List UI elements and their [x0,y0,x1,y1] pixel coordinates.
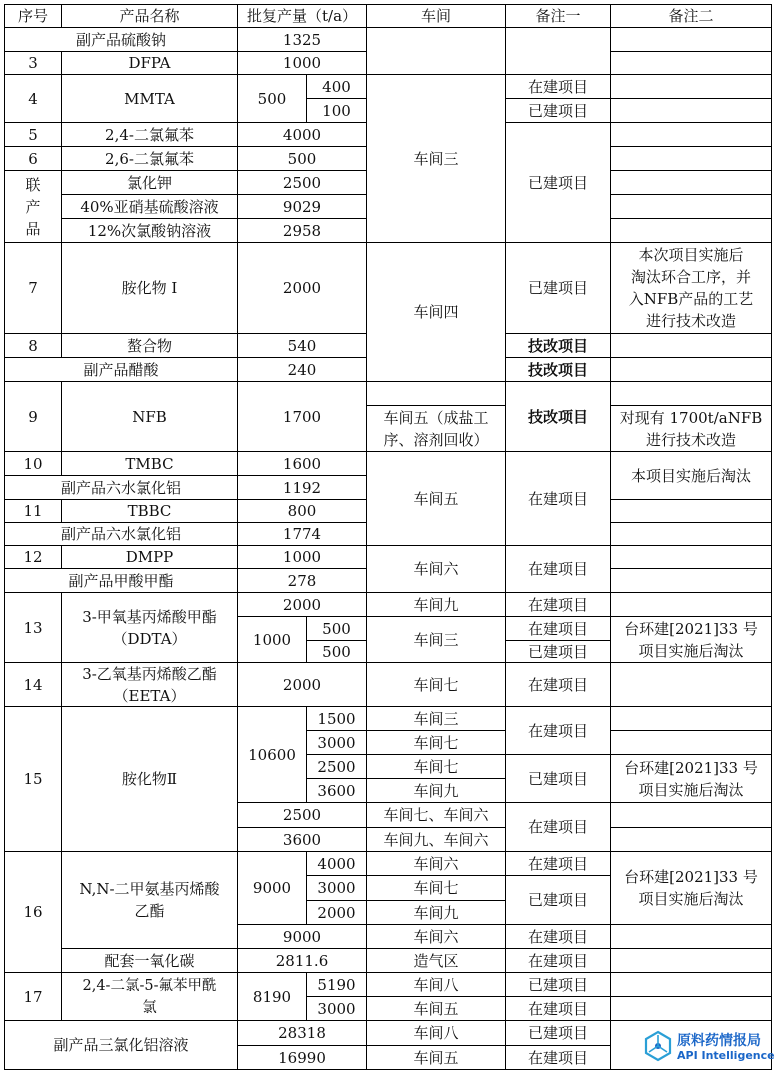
grid-line [771,51,772,75]
capacity-sub-value: 3000 [317,733,356,752]
header-capacity: 批复产量（t/a） [246,7,358,25]
grid-line [610,948,772,949]
grid-line [771,405,772,452]
grid-line [771,333,772,358]
product-name: 副产品甲酸甲酯 [68,571,174,590]
remark1-status: 在建项目 [527,927,588,946]
grid-line [771,706,772,731]
grid-line [771,972,772,997]
product-name: 3-甲氧基丙烯酸甲酯 （DDTA） [82,607,217,648]
product-name: 副产品三氯化铝溶液 [53,1036,189,1054]
capacity-value: 9000 [252,879,292,897]
workshop-name: 车间五 [413,489,459,508]
capacity-value: 2000 [282,675,322,694]
grid-line [771,98,772,123]
capacity-sub-value: 2500 [317,757,356,776]
remark1-status: 在建项目 [527,951,588,970]
grid-line [610,662,772,663]
capacity-value: 8190 [252,987,292,1006]
workshop-name: 车间六 [413,927,459,946]
header-workshop: 车间 [420,7,451,25]
row-number: 4 [28,89,38,108]
capacity-sub-value: 5190 [317,975,356,994]
grid-line [771,996,772,1021]
grid-line [610,74,772,75]
capacity-sub-value: 400 [322,77,351,96]
capacity-value: 2500 [282,806,322,824]
grid-line [610,802,772,803]
grid-line [610,706,611,731]
grid-line [610,194,772,195]
grid-line [771,146,772,171]
workshop-name: 车间六 [413,560,459,578]
grid-line [610,194,611,219]
remark1-status: 在建项目 [527,1048,588,1067]
product-name: 胺化物Ⅱ [121,770,178,788]
grid-line [610,996,772,997]
grid-line [771,948,772,973]
workshop-name: 车间三 [413,149,459,168]
grid-line [610,730,611,755]
grid-line [771,357,772,382]
capacity-sub-value: 3600 [317,781,356,800]
grid-line [610,827,611,852]
product-name: 氯化钾 [126,173,172,192]
grid-line [610,122,611,147]
grid-line [610,1020,772,1021]
remark1-status: 已建项目 [527,1024,588,1042]
capacity-value: 1192 [282,478,322,497]
capacity-value: 1325 [282,30,322,49]
grid-line [610,522,772,523]
grid-line [771,827,772,852]
capacity-value: 1000 [282,548,322,566]
capacity-value: 240 [287,360,317,379]
workshop-name: 车间九 [413,595,459,614]
remark1-status: 技改项目 [527,336,588,355]
capacity-value: 28318 [278,1024,326,1042]
watermark-title: 原料药情报局 [677,1033,761,1049]
remark1-status: 在建项目 [527,77,588,96]
grid-line [771,851,772,925]
grid-line [610,827,772,828]
product-name: 螯合物 [126,336,172,355]
header-remark2: 备注二 [668,7,714,25]
remark1-status: 在建项目 [527,721,588,740]
grid-line [505,27,506,75]
capacity-value: 500 [257,89,287,108]
grid-line [610,996,611,1021]
grid-line [610,706,772,707]
watermark-logo [643,1028,775,1066]
workshop-name: 车间九、车间六 [383,830,489,849]
capacity-value: 278 [287,571,317,590]
grid-line [610,146,772,147]
remark1-status: 在建项目 [527,619,588,638]
grid-line [771,27,772,52]
workshop-name: 车间三 [413,709,459,728]
remark1-status: 已建项目 [527,642,588,661]
product-name: DFPA [128,54,171,72]
grid-line [610,381,772,382]
grid-line [610,98,611,123]
capacity-value: 2000 [282,595,322,614]
product-name: TMBC [125,454,174,473]
remark1-status: 在建项目 [527,560,588,578]
row-number: 联产品 [25,175,41,238]
row-number: 12 [23,548,43,566]
grid-line [610,333,772,334]
capacity-value: 1000 [282,54,322,72]
grid-line [610,592,611,617]
capacity-value: 16990 [278,1048,326,1067]
capacity-value: 2811.6 [275,951,329,970]
capacity-value: 1600 [282,454,322,473]
grid-line [610,972,611,997]
row-number: 6 [28,149,38,168]
grid-line [610,170,772,171]
grid-line [771,218,772,243]
product-name: 副产品醋酸 [83,360,159,379]
product-name: 2,4-二氯氟苯 [105,125,194,144]
product-name: 12%次氯酸钠溶液 [87,221,212,240]
capacity-sub-value: 2000 [317,903,356,922]
grid-line [610,51,611,75]
row-number: 16 [23,903,43,921]
grid-line [610,74,611,99]
capacity-value: 1774 [282,525,322,543]
capacity-value: 2500 [282,173,322,192]
grid-line [771,1020,772,1070]
grid-line [505,1069,611,1070]
workshop-name: 造气区 [413,951,459,970]
remark1-status: 在建项目 [527,854,588,873]
capacity-value: 10600 [248,745,296,764]
capacity-value: 3600 [282,830,322,849]
workshop-name: 车间五 [413,999,459,1018]
remark2-note: 本次项目实施后 淘汰环合工序，并 入NFB产品的工艺 进行技术改造 [628,246,754,330]
header-no: 序号 [17,7,48,25]
capacity-value: 500 [287,149,317,168]
grid-line [610,146,611,171]
product-name: 2,4-二氯-5-氟苯甲酰 氯 [82,977,217,1016]
workshop-name: 车间七 [413,675,459,694]
header-product-name: 产品名称 [119,7,180,25]
product-name: MMTA [124,89,175,108]
grid-line [771,924,772,949]
row-number: 8 [28,336,38,355]
grid-line [610,27,611,52]
hexagon-network-icon [643,1030,673,1064]
remark1-status: 已建项目 [527,769,588,788]
grid-line [771,568,772,593]
product-name: N,N-二甲氨基丙烯酸 乙酯 [79,880,220,920]
capacity-value: 9000 [282,927,322,946]
grid-line [771,616,772,663]
capacity-sub-value: 4000 [317,854,356,873]
grid-line [771,451,772,500]
grid-line [610,592,772,593]
watermark-subtitle: API Intelligence [677,1049,775,1062]
workshop-name: 车间八 [413,1024,459,1042]
workshop-name: 车间三 [413,630,459,649]
remark2-note: 台环建[2021]33 号 项目实施后淘汰 [624,868,758,908]
product-name: 副产品六水氯化铝 [60,525,181,543]
workshop-name: 车间七 [413,733,459,752]
row-number: 10 [23,454,43,473]
row-number: 3 [28,54,38,72]
grid-line [610,218,611,243]
remark1-status: 技改项目 [527,407,588,426]
grid-line [771,499,772,523]
grid-line [610,1069,772,1070]
remark1-status: 已建项目 [527,891,588,909]
capacity-value: 1000 [252,630,292,649]
grid-line [610,357,772,358]
row-number: 17 [23,987,43,1006]
remark1-status: 已建项目 [527,173,588,192]
product-name: 2,6-二氯氟苯 [105,149,194,168]
product-name: 配套一氧化碳 [104,951,195,970]
capacity-sub-value: 500 [322,619,351,638]
row-number: 13 [23,618,43,637]
product-name: DMPP [125,548,174,566]
grid-line [4,1069,238,1070]
grid-line [771,754,772,803]
capacity-sub-value: 100 [322,101,351,120]
capacity-value: 2958 [282,221,322,240]
grid-line [771,122,772,147]
grid-line [771,74,772,99]
capacity-value: 2000 [282,279,322,297]
row-number: 7 [28,279,38,297]
grid-line [610,662,611,707]
product-name: TBBC [127,502,172,520]
workshop-name: 车间五（成盐工 序、溶剂回收） [383,408,489,449]
grid-line [610,122,772,123]
grid-line [771,592,772,617]
product-name: 副产品硫酸钠 [75,30,166,49]
grid-line [771,194,772,219]
remark1-status: 在建项目 [527,675,588,694]
product-name: 胺化物 I [121,279,178,297]
capacity-value: 9029 [282,197,322,216]
product-name: 副产品六水氯化铝 [60,478,181,497]
capacity-sub-value: 1500 [317,709,356,728]
row-number: 11 [23,502,43,520]
workshop-name: 车间九 [413,781,459,800]
remark2-note: 台环建[2021]33 号 项目实施后淘汰 [624,619,758,660]
workshop-name: 车间七 [413,879,459,897]
grid-line [366,27,506,28]
grid-line [610,924,772,925]
capacity-sub-value: 3000 [317,999,356,1018]
remark1-status: 已建项目 [527,279,588,297]
capacity-value: 800 [287,502,317,520]
grid-line [771,381,772,406]
grid-line [610,218,772,219]
remark2-note: 本项目实施后淘汰 [630,466,751,485]
grid-line [771,662,772,707]
grid-line [610,730,772,731]
workshop-name: 车间八 [413,975,459,994]
grid-line [771,170,772,195]
grid-line [610,333,611,358]
row-number: 9 [28,407,38,426]
workshop-name: 车间七、车间六 [383,806,489,824]
grid-line [771,522,772,546]
grid-line [366,381,506,382]
remark1-status: 在建项目 [527,489,588,508]
capacity-value: 540 [287,336,317,355]
grid-line [610,27,772,28]
grid-line [771,802,772,828]
grid-line [771,730,772,755]
grid-line [610,924,611,949]
workshop-name: 车间四 [413,303,459,321]
grid-line [771,242,772,334]
remark1-status: 在建项目 [527,999,588,1018]
grid-line [610,357,611,382]
remark2-note: 台环建[2021]33 号 项目实施后淘汰 [624,758,758,799]
grid-line [610,499,772,500]
row-number: 15 [23,770,43,788]
grid-line [610,545,772,546]
remark1-status: 已建项目 [527,975,588,994]
grid-line [610,568,772,569]
row-number: 14 [23,675,43,694]
remark1-status: 技改项目 [527,360,588,379]
grid-line [610,1020,611,1070]
capacity-value: 4000 [282,125,322,144]
grid-line [610,972,772,973]
workshop-name: 车间九 [413,903,459,922]
workshop-name: 车间五 [413,1048,459,1067]
grid-line [366,1069,506,1070]
grid-line [366,51,367,75]
grid-line [610,802,611,828]
grid-line [237,1069,367,1070]
capacity-sub-value: 3000 [317,879,356,897]
grid-line [610,381,611,406]
remark1-status: 在建项目 [527,818,588,836]
grid-line [610,98,772,99]
row-number: 5 [28,125,38,144]
capacity-sub-value: 500 [322,642,351,661]
grid-line [610,170,611,195]
grid-line [505,27,611,28]
remark2-note: 对现有 1700t/aNFB 进行技术改造 [619,408,763,449]
grid-line [366,381,367,406]
workshop-name: 车间六 [413,854,459,873]
product-name: NFB [132,407,167,426]
workshop-name: 车间七 [413,757,459,776]
grid-line [771,4,772,28]
product-name: 40%亚硝基硫酸溶液 [80,197,219,216]
grid-line [610,545,611,593]
capacity-value: 1700 [282,407,322,426]
remark1-status: 已建项目 [527,101,588,120]
grid-line [771,545,772,569]
grid-line [610,948,611,973]
remark1-status: 在建项目 [527,595,588,614]
header-remark1: 备注一 [535,7,581,25]
grid-line [610,51,772,52]
product-name: 3-乙氧基丙烯酸乙酯 （EETA） [82,664,217,705]
